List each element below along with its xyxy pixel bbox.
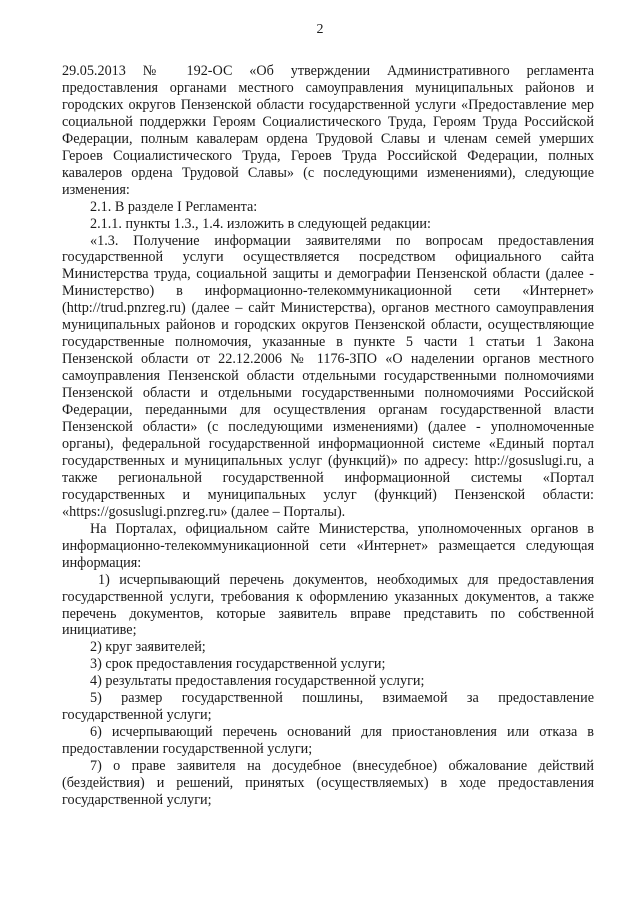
list-item-7: 7) о праве заявителя на досудебное (внесудебное) обжалование действий (бездействия) и решений, принятых (осуществляемых) в ходе предоставления государственной услуги; bbox=[62, 758, 594, 808]
paragraph-portals-info: На Порталах, официальном сайте Министерства, уполномоченных органов в информационно-телекоммуникационной сети «Интернет» размещается следующая информация: bbox=[62, 520, 594, 571]
page-number: 2 bbox=[316, 22, 324, 37]
paragraph-section-2-1-1: 2.1.1. пункты 1.3., 1.4. изложить в следующей редакции: bbox=[90, 215, 431, 232]
paragraph-section-2-1: 2.1. В разделе I Регламента: bbox=[90, 198, 258, 215]
list-item-3: 3) срок предоставления государственной услуги; bbox=[90, 656, 386, 673]
paragraph-intro: 29.05.2013 № 192-ОС «Об утверждении Административного регламента предоставления органами местного самоуправления муниципальных районов и городских округов Пензенской области государственной услуги «Предоставление мер социальной поддержки Героям Социалистического Труда, Героям Труда Российской Федерации, полным кавалерам ордена Трудовой Славы и членам семей умерших Героев Социалистического Труда, Героев Труда Российской Федерации, полных кавалеров ордена Трудовой Славы» (с последующими изменениями), следующие изменения: bbox=[62, 63, 594, 198]
list-item-6: 6) исчерпывающий перечень оснований для приостановления или отказа в предоставлении государственной услуги; bbox=[62, 724, 594, 758]
list-item-1: 1) исчерпывающий перечень документов, необходимых для предоставления государственной услуги, требования к оформлению указанных документов, а также перечень документов, которые заявитель вправе представить по собственной инициативе; bbox=[62, 571, 594, 639]
list-item-4: 4) результаты предоставления государственной услуги; bbox=[90, 673, 425, 690]
list-item-2: 2) круг заявителей; bbox=[90, 639, 206, 656]
document-body bbox=[62, 63, 594, 809]
list-item-5: 5) размер государственной пошлины, взимаемой за предоставление государственной услуги; bbox=[62, 690, 594, 724]
paragraph-clause-1-3: «1.3. Получение информации заявителями по вопросам предоставления государственной услуги осуществляется посредством официального сайта Министерства труда, социальной защиты и демографии Пензенской области (далее - Министерство) в информационно-телекоммуникационной сети «Интернет» (http://trud.pnzreg.ru) (далее – сайт Министерства), органов местного самоуправления муниципальных районов и городских округов Пензенской области, осуществляющие государственные полномочия, указанные в пункте 5 части 1 статьи 1 Закона Пензенской области от 22.12.2006 № 1176-ЗПО «О наделении органов местного самоуправления Пензенской области отдельными государственными полномочиями Пензенской области и отдельными государственными полномочиями Российской Федерации, переданными для осуществления органам государственной власти Пензенской области» (с последующими изменениями) (далее - уполномоченные органы), федеральной государственной информационной системе «Единый портал государственных и муниципальных услуг (функций)» по адресу: http://gosuslugi.ru, а также региональной государственной информационной системы «Портал государственных и муниципальных услуг (функций) Пензенской области: «https://gosuslugi.pnzreg.ru» (далее – Порталы). bbox=[62, 232, 594, 520]
